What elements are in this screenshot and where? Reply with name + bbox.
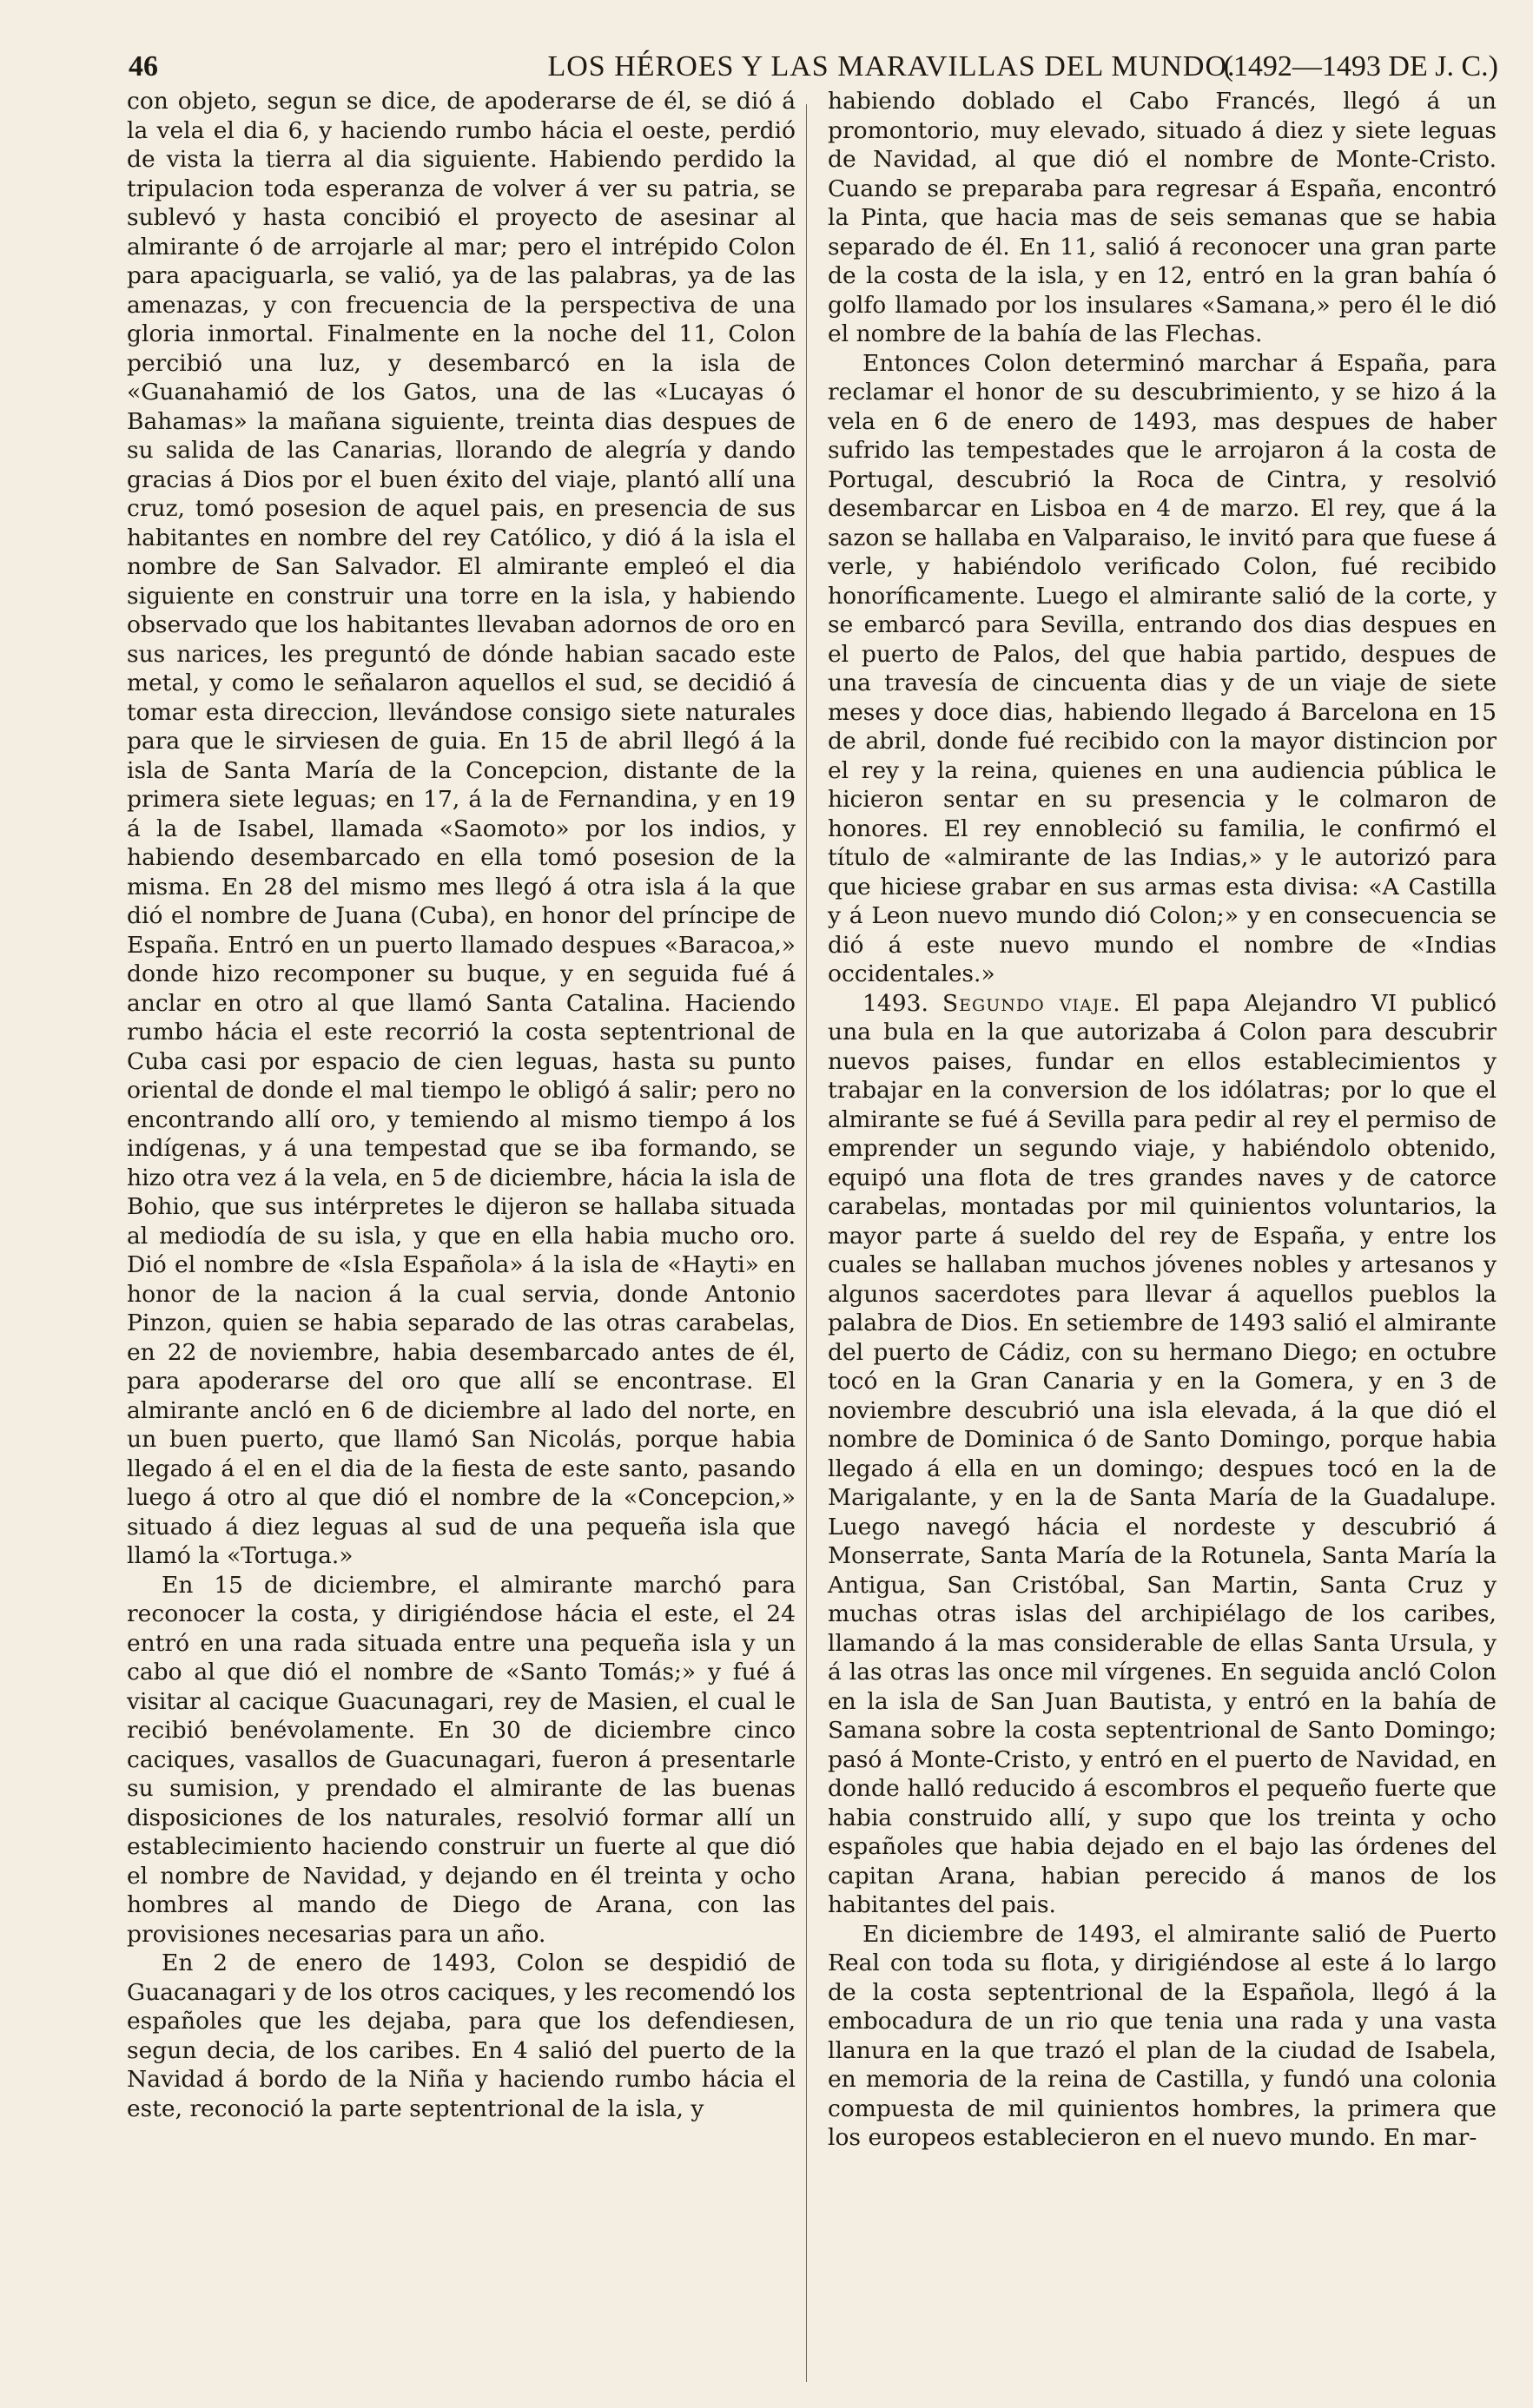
- paragraph: con objeto, segun se dice, de apoderarse de él, se dió á la vela el dia 6, y haciendo rumbo hácia el oeste, perdió de vista la tierra al dia siguiente. Habiendo perdido la tripulacion toda esperanza de volver á ver su patria, se sublevó y hasta concibió el proyecto de asesinar al almirante ó de arrojarle al mar; pero el intrépido Colon para apaciguarla, se valió, ya de las palabras, ya de las amenazas, y con frecuencia de la perspectiva de una gloria inmortal. Finalmente en la noche del 11, Colon percibió una luz, y desembarcó en la isla de «Guanahamió de los Gatos, una de las «Lucayas ó Bahamas» la mañana siguiente, treinta dias despues de su salida de las Canarias, llorando de alegría y dando gracias á Dios por el buen éxito del viaje, plantó allí una cruz, tomó posesion de aquel pais, en presencia de sus habitantes en nombre del rey Católico, y dió á la isla el nombre de San Salvador. El almirante empleó el dia siguiente en construir una torre en la isla, y habiendo observado que los habitantes llevaban adornos de oro en sus narices, les preguntó de dónde habian sacado este metal, y como le señalaron aquellos el sud, se decidió á tomar esta direccion, llevándose consigo siete naturales para que le sirviesen de guia. En 15 de abril llegó á la isla de Santa María de la Concepcion, distante de la primera siete leguas; en 17, á la de Fernandina, y en 19 á la de Isabel, llamada «Saomoto» por los indios, y habiendo desembarcado en ella tomó posesion de la misma. En 28 del mismo mes llegó á otra isla á la que dió el nombre de Juana (Cuba), en honor del príncipe de España. Entró en un puerto llamado despues «Baracoa,» donde hizo recomponer su buque, y en seguida fué á anclar en otro al que llamó Santa Catalina. Haciendo rumbo hácia el este recorrió la costa septentrional de Cuba casi por espacio de cien leguas, hasta su punto oriental de donde el mal tiempo le obligó á salir; pero no encontrando allí oro, y temiendo al mismo tiempo á los indígenas, y á una tempestad que se iba formando, se hizo otra vez á la vela, en 5 de diciembre, hácia la isla de Bohio, que sus intérpretes le dijeron se hallaba situada al mediodía de su isla, y que en ella habia mucho oro. Dió el nombre de «Isla Española» á la isla de «Hayti» en honor de la nacion á la cual servia, donde Antonio Pinzon, quien se habia separado de las otras carabelas, en 22 de noviembre, habia desembarcado antes de él, para apoderarse del oro que allí se encontrase. El almirante ancló en 6 de diciembre al lado del norte, en un buen puerto, que llamó San Nicolás, porque habia llegado á el en el dia de la fiesta de este santo, pasando luego á otro al que dió el nombre de la «Concepcion,» situado á diez leguas al sud de una pequeña isla que llamó la «Tortuga.»: [127, 88, 796, 1569]
- right-column: [828, 87, 1497, 2153]
- paragraph: habiendo doblado el Cabo Francés, llegó á un promontorio, muy elevado, situado á diez y siete leguas de Navidad, al que dió el nombre de Monte-Cristo. Cuando se preparaba para regresar á España, encontró la Pinta, que hacia mas de seis semanas que se habia separado de él. En 11, salió á reconocer una gran parte de la costa de la isla, y en 12, entró en la gran bahía ó golfo llamado por los insulares «Samana,» pero él le dió el nombre de la bahía de las Flechas.: [828, 88, 1497, 347]
- paragraph: En diciembre de 1493, el almirante salió de Puerto Real con toda su flota, y dirigiéndose al este á lo largo de la costa septentrional de la Española, llegó á la embocadura de un rio que tenia una rada y una vasta llanura en la que trazó el plan de la ciudad de Isabela, en memoria de la reina de Castilla, y fundó una colonia compuesta de mil quinientos hombres, la primera que los europeos establecieron en el nuevo mundo. En mar-: [828, 1920, 1497, 2151]
- column-divider: [806, 104, 807, 2382]
- paragraph: Entonces Colon determinó marchar á España, para reclamar el honor de su descubrimiento, y se hizo á la vela en 6 de enero de 1493, mas despues de haber sufrido las tempestades que le arrojaron á la costa de Portugal, descubrió la Roca de Cintra, y resolvió desembarcar en Lisboa en 4 de marzo. El rey, que á la sazon se hallaba en Valparaiso, le invitó para que fuese á verle, y habiéndolo verificado Colon, fué recibido honoríficamente. Luego el almirante salió de la corte, y se embarcó para Sevilla, entrando dos dias despues en el puerto de Palos, del que habia partido, despues de una travesía de cincuenta dias y de un viaje de siete meses y doce dias, habiendo llegado á Barcelona en 15 de abril, donde fué recibido con la mayor distincion por el rey y la reina, quienes en una audiencia pública le hicieron sentar en su presencia y le colmaron de honores. El rey ennobleció su familia, le confirmó el título de «almirante de las Indias,» y le autorizó para que hiciese grabar en sus armas esta divisa: «A Castilla y á Leon nuevo mundo dió Colon;» y en consecuencia se dió á este nuevo mundo el nombre de «Indias occidentales.»: [828, 349, 1497, 987]
- page-number: 46: [129, 50, 158, 82]
- paragraph: En 15 de diciembre, el almirante marchó para reconocer la costa, y dirigiéndose hácia el este, el 24 entró en una rada situada entre una pequeña isla y un cabo al que dió el nombre de «Santo Tomás;» y fué á visitar al cacique Guacunagari, rey de Masien, el cual le recibió benévolamente. En 30 de diciembre cinco caciques, vasallos de Guacunagari, fueron á presentarle su sumision, y prendado el almirante de las buenas disposiciones de los naturales, resolvió formar allí un establecimiento haciendo construir un fuerte al que dió el nombre de Navidad, y dejando en él treinta y ocho hombres al mando de Diego de Arana, con las provisiones necesarias para un año.: [127, 1571, 796, 1948]
- page-header: [129, 42, 1498, 94]
- paragraph-text: El papa Alejandro VI publicó una bula en la que autorizaba á Colon para descubrir nuevos paises, fundar en ellos establecimientos y trabajar en la conversion de los idólatras; por lo que el almirante se fué á Sevilla para pedir al rey el permiso de emprender un segundo viaje, y habiéndolo obtenido, equipó una flota de tres grandes naves y de catorce carabelas, montadas por mil quinientos voluntarios, la mayor parte á sueldo del rey de España, y entre los cuales se hallaban muchos jóvenes nobles y artesanos y algunos sacerdotes para llevar á aquellos pueblos la palabra de Dios. En setiembre de 1493 salió el almirante del puerto de Cádiz, con su hermano Diego; en octubre tocó en la Gran Canaria y en la Gomera, y en 3 de noviembre descubrió una isla elevada, á la que dió el nombre de Dominica ó de Santo Domingo, porque habia llegado á ella en un domingo; despues tocó en la de Marigalante, y en la de Santa María de la Guadalupe. Luego navegó hácia el nordeste y descubrió á Monserrate, Santa María de la Rotunela, Santa María la Antigua, San Cristóbal, San Martin, Santa Cruz y muchas otras islas del archipiélago de los caribes, llamando á la mas considerable de ellas Santa Ursula, y á las otras las once mil vírgenes. En seguida ancló Colon en la isla de San Juan Bautista, y entró en la bahía de Samana sobre la costa septentrional de Santo Domingo; pasó á Monte-Cristo, y entró en el puerto de Navidad, en donde halló reducido á escombros el pequeño fuerte que habia construido allí, y supo que los treinta y ocho españoles que habia dejado en el bajo las órdenes del capitan Arana, habian perecido á manos de los habitantes del pais.: [828, 989, 1497, 1918]
- paragraph: En 2 de enero de 1493, Colon se despidió de Guacanagari y de los otros caciques, y les recomendó los españoles que les dejaba, para que los defendiesen, segun decia, de los caribes. En 4 salió del puerto de la Navidad á bordo de la Niña y haciendo rumbo hácia el este, reconoció la parte septentrional de la isla, y: [127, 1949, 796, 2122]
- left-column: [127, 87, 796, 2123]
- section-heading: Segundo viaje.: [942, 989, 1121, 1017]
- date-range: (1492—1493 DE J. C.): [1223, 50, 1498, 82]
- section-year: 1493.: [862, 989, 928, 1017]
- paragraph-segundo-viaje: [828, 989, 1497, 1920]
- running-title: LOS HÉROES Y LAS MARAVILLAS DEL MUNDO.: [547, 50, 1236, 82]
